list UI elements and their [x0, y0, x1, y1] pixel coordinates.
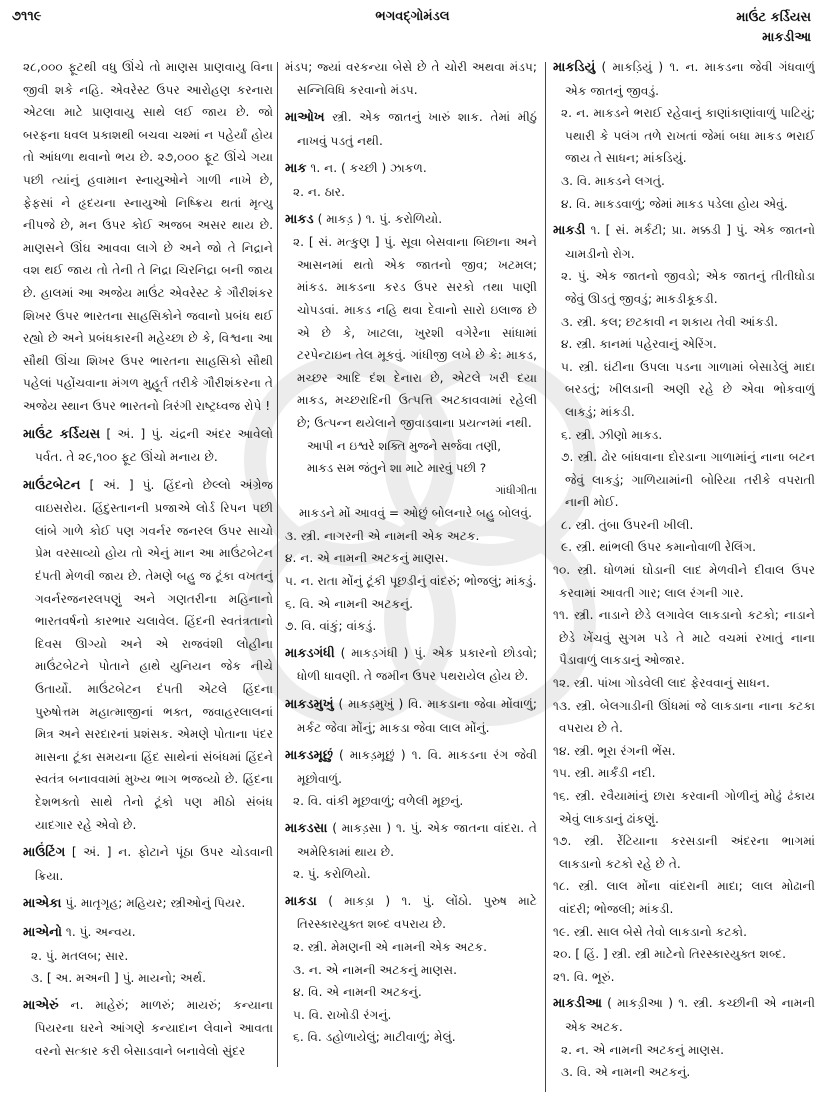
dictionary-entry — [285, 157, 537, 203]
dictionary-entry — [23, 474, 273, 837]
dictionary-entry — [285, 106, 537, 152]
sense: ૨. પું. એક જાતનો જીવડો; એક જાતનું તીતીઘોડા જેવું ઊડતું જીવડું; માકડીકૂકડી. — [561, 269, 815, 306]
headword: માકડસા — [285, 821, 328, 836]
definition: ( માકડ઼મુખું ) વિ. માકડાના જેવા મોંવાળું; મર્કટ જેવા મોંનું; માકડા જેવા લાલ મોંનું. — [297, 697, 537, 735]
definition: [ અં. ] પું. હિંદનો છેલ્લો અંગ્રેજ વાઇસરોય. હિંદુસ્તાનની પ્રજાએ લોર્ડ રિપન પછી લાંબે ગાળે કોઈ પણ ગવર્નર જનરલ ઉપર સાચો પ્રેમ વરસાવ્યો હોય તો એનું માન આ માઉંટબેટન દંપતી મેળવી જાય છે. તેમણે બહુ જ ટૂંકા વખતનું ગવર્નરજનરલપણું અને ગણતરીના મહિનાનો ભારતવર્ષનો કારભાર ચલાવેલ. હિંદની સ્વતંત્રતાનો દિવસ ઊગ્યો અને એ રાજવંશી લોહીના માઉંટબેટને પોતાને હાથે યુનિયન જેક નીચે ઉતાર્યો. માઉંટબેટન દંપતી એટલે હિંદના પુરુષોત્તમ મહાત્માજીનાં ભક્ત, જવાહરલાલનાં મિત્ર અને સરદારનાં પ્રશંસક. એમણે પોતાના પંદર માસના ટૂંકા સમયના હિંદ સાથેનાં સંબંધમાં હિંદને સ્વતંત્ર બનાવવામાં મુખ્ય ભાગ ભજવ્યો છે. હિંદના દેશભક્તો સાથે તેનો ટૂંકો પણ મીઠો સંબંધ યાદગાર રહે એવો છે. — [35, 477, 273, 832]
dictionary-entry — [23, 423, 273, 469]
headword: માકડમૂછું — [285, 748, 333, 764]
sense: ૧૪. સ્ત્રી. ભૂરા રંગની ભેંસ. — [553, 743, 676, 758]
sense: ૨૧. વિ. ભૂરું. — [553, 969, 615, 984]
definition: [ અં. ] પું. ચંદ્રની અંદર આવેલો પર્વત. તે ૨૯,૧૦૦ ફૂટ ઊંચો મનાય છે. — [35, 426, 273, 465]
dictionary-entry — [23, 921, 273, 990]
dictionary-entry — [553, 219, 815, 988]
quote-line: આપી ન ઇશ્વરે શક્તિ મુજને સર્જવા તણી, — [307, 438, 501, 453]
sense: ૨. ન. ઠાર. — [293, 184, 345, 199]
headword: માકડી — [553, 223, 586, 239]
sense: ૨. ન. એ નામની અટકનું માણસ. — [561, 1042, 725, 1057]
sense: ૨. પું. કરોળિયો. — [293, 867, 371, 882]
continued-text: ૨૮,૦૦૦ ફૂટથી વધુ ઊંચે તો માણસ પ્રાણવાયુ વિના જીવી શકે નહિ. એવરેસ્ટ ઉપર આરોહણ કરનારા એટલા માટે પ્રાણવાયુ સાથે લઈ જાય છે. જો બરફના ધવલ પ્રકાશથી બચવા ચશ્માં ન પહેર્યાં હોય તો આંધળા થવાનો ભય છે. ૨૭,૦૦૦ ફૂટ ઊંચે ગયા પછી ત્યાંનું હવામાન સ્નાયુઓને ગાળી નાખે છે, ફેફસાં ને હૃદયના સ્નાયુઓ નિષ્ક્રિય થતાં મૃત્યુ નીપજે છે, મન ઉપર કોઈ અજબ અસર થાય છે. માણસને ઊંઘ આવવા લાગે છે અને જો તે નિદ્રાને વશ થઈ જાય તો તેની તે નિદ્રા ચિરનિદ્રા બની જાય છે. હાલમાં આ અજેય માઉંટ એવરેસ્ટ કે ગૌરીશંકર શિખર ઉપર ભારતના સાહસિકોને જવાનો પ્રબંધ થઈ રહ્યો છે અને પ્રબંધકારની મહેચ્છા છે કે, વિશ્વના આ સૌથી ઊંચા શિખર ઉપર ભારતના સાહસિકો સૌથી પહેલાં પહોંચવાના મંગળ મુહૂર્ત તરીકે ગૌરીશંકરના તે અજેય સ્થાન ઉપર ભારતનો ત્રિરંગી રાષ્ટ્રધ્વજ રોપે ! — [23, 60, 273, 413]
sense: ૩. ન. એ નામની અટકનું માણસ. — [293, 962, 458, 977]
headword: માઉંટ કર્ડિયસ — [23, 426, 101, 442]
continued-text: મંડપ; જ્યાં વરકન્યા બેસે છે તે ચોરી અથવા મંડપ; સન્નિવિધિ કરવાનો મંડપ. — [285, 60, 537, 97]
sense: ૬. વિ. એ નામની અટકનું. — [285, 596, 414, 611]
sense: ૧૭. સ્ત્રી. રેંટિયાના કરસડાની અંદરના ભાગમાં લાકડાનો કટકો રહે છે તે. — [553, 834, 815, 871]
definition: ( માકડ઼ગંધી ) પું. એક પ્રકારનો છોડવો; ધોળી ધાવણી. તે જમીન ઉપર પથરાયેલ હોય છે. — [297, 645, 537, 684]
definition: [ અં. ] ન. ફોટાને પૂંઠા ઉપર ચોડવાની ક્રિયા. — [35, 845, 273, 883]
definition: ન. માહેરું; માળરું; માયરું; કન્યાના પિયરના ઘરને આંગણે કન્યાદાન લેવાને આવતા વરનો સત્કાર કરી બેસાડવાને બનાવેલો સુંદર — [35, 997, 273, 1058]
headword: માઓખ — [285, 110, 325, 126]
headword: માકડ — [285, 211, 314, 227]
sense: ૫. સ્ત્રી. ઘંટીના ઉપલા પડના ગાળામાં બેસાડેલું માદા બરડતું; ખીલડાની અણી રહે છે એવા ભોકવાળું લાકડું; માંકડી. — [561, 359, 815, 419]
idiom: માકડને મોં આવવું = ઓછું બોલનારે બહુ બોલવું. — [299, 506, 532, 521]
sense: ૧૫. સ્ત્રી. માર્કંડી નદી. — [553, 766, 656, 781]
headword: માક — [285, 161, 307, 177]
headword: માકડીઆ — [553, 996, 602, 1012]
dictionary-entry — [553, 56, 815, 215]
sense: ૪. સ્ત્રી. કાનમાં પહેરવાનું એરિંગ. — [561, 337, 717, 352]
sense: ૨૦. [ હિં. ] સ્ત્રી. સ્ત્રી માટેનો તિરસ્કારયુક્ત શબ્દ. — [553, 947, 786, 962]
sense: ૩. વિ. માકડને લગતું. — [561, 173, 665, 188]
sense: ૭. વિ. વાંકું; વાંકડું. — [285, 619, 377, 634]
headword: માકડા — [285, 893, 317, 909]
definition: ( માકડ઼સા ) ૧. પું. એક જાતના વાંદરા. તે અમેરિકામાં થાય છે. — [297, 821, 537, 859]
sense: ૩. સ્ત્રી. કલ; છટકાવી ન શકાય તેવી આંકડી. — [561, 314, 778, 329]
sense: ૬. સ્ત્રી. ઝીણો માકડ. — [561, 427, 663, 442]
sense: ૫. વિ. રાખોડી રંગનું. — [293, 1007, 392, 1022]
dictionary-entry — [23, 841, 273, 887]
sense: ૩. [ અ. મઅની ] પું. માયનો; અર્થ. — [31, 971, 207, 986]
sense: ૨. સ્ત્રી. મેમણની એ નામની એક અટક. — [293, 939, 488, 954]
sense: ૩. વિ. એ નામની અટકનું. — [561, 1065, 691, 1080]
page-header — [0, 0, 825, 54]
guide-word-last: માકડીઆ — [762, 30, 811, 45]
dictionary-entry — [553, 992, 815, 1083]
headword: માઉંટબેટન — [23, 477, 81, 493]
dictionary-entry — [285, 208, 537, 638]
sense: ૫. ન. રાતા મોંનું ટૂંકી પૂછડીનું વાંદરું; ભોજલું; માંકડું. — [285, 574, 537, 589]
sense: ૧૨. સ્ત્રી. પાંખા ગોડવેલી લાદ ફેરવવાનું સાધન. — [553, 676, 770, 691]
sense: ૧૯. સ્ત્રી. સાલ બેસે તેવો લાકડાનો કટકો. — [553, 924, 747, 939]
dictionary-entry — [23, 892, 273, 916]
definition: ( માકડ઼િયું ) ૧. ન. માકડના જેવી ગંધવાળું એક જાતનું જીવડું. — [565, 60, 815, 98]
sense: ૯. સ્ત્રી. થાંભલી ઉપર કમાનોવાળી રેલિંગ. — [561, 540, 756, 555]
sense: ૪. ન. એ નામની અટકનું માણસ. — [285, 551, 449, 566]
sense: ૬. વિ. ડહોળાયેલું; માટીવાળું; મેલું. — [293, 1030, 456, 1045]
sense: ૭. સ્ત્રી. ઢોર બાંધવાના દોરડાના ગાળામાંનું નાના બટન જેવું લાકડું; ગાળિયામાંની બોરિયા તરીકે વપરાતી નાની મોઈ. — [561, 450, 815, 510]
definition: પું. માતૃગૃહ; મહિયર; સ્ત્રીઓનું પિયર. — [65, 896, 246, 911]
definition: સ્ત્રી. એક જાતનું ખારું શાક. તેમાં મીઠું નાખવું પડતું નથી. — [297, 110, 537, 148]
definition: ( માકડ઼ ) ૧. પું. કરોળિયો. — [317, 211, 443, 226]
dictionary-entry — [23, 994, 273, 1063]
quote-source: ગાંધીગીતા — [495, 483, 537, 497]
sense: ૧૬. સ્ત્રી. રવૈયામાંનું છારા કરવાની ગોળીનું મોઢું ઢંકાય એવું લાકડાનું ઢાંકણું. — [553, 789, 815, 826]
sense: ૨. [ સં. મત્કુણ ] પું. સૂવા બેસવાના બિછાના અને આસનમાં થતો એક જાતનો જીવ; ખટમલ; માંકડ. માકડના કરડ ઉપર સરકો તથા પાણી ચોપડવાં. માકડ નહિ થવા દેવાનો સારો ઇલાજ છે એ છે કે, ખાટલા, ખુરશી વગેરેના સાંધામાં ટરપેન્ટાઇન તેલ મૂકવું. ગાંધીજી લખે છે કે: માકડ, મચ્છર આદિ દંશ દેનારા છે, એટલે ખરી દયા માકડ, મચ્છરાદિની ઉત્પત્તિ અટકાવવામાં રહેલી છે; ઉત્પન્ન થયેલાને જીવાડવાના પ્રયત્નમાં નથી. — [293, 235, 537, 430]
headword: માઉંટિંગ — [23, 845, 66, 861]
sense: ૧૧. સ્ત્રી. નાડાને છેડે લગાવેલ લાકડાનો કટકો; નાડાને છેડે ખેંચવું સુગમ પડે તે માટે વચમાં રખાતું નાના પૈડાવાળું લાકડાનું ઓજાર. — [553, 608, 815, 668]
dictionary-entry — [285, 642, 537, 688]
column-divider — [277, 62, 278, 1067]
sense: ૧૦. સ્ત્રી. ધોળમાં ઘોડાની લાદ મેળવીને દીવાલ ઉપર કરવામાં આવતી ગાર; લાલ રંગની ગાર. — [553, 563, 815, 600]
dictionary-entry — [285, 744, 537, 813]
column-divider — [545, 62, 546, 1092]
sense: ૪. વિ. માકડવાળું; જેમાં માકડ પડેલા હોય એવું. — [561, 196, 788, 211]
column-1 — [23, 56, 273, 1096]
dictionary-entry — [285, 693, 537, 739]
running-title: ભગવદ્ગોમંડલ — [375, 9, 450, 24]
headword: માએરું — [23, 997, 59, 1013]
quote-line: માકડ સમ જંતુને શા માટે મારવું પછી ? — [307, 461, 487, 476]
definition: ૧. પું. અન્વય. — [65, 924, 136, 939]
sense: ૩. સ્ત્રી. નાગરની એ નામની એક અટક. — [285, 528, 480, 543]
guide-word-first: માઉંટ કર્ડિયસ — [736, 10, 811, 25]
headword: માકડિયું — [553, 60, 596, 75]
headword: માકડગંધી — [285, 645, 335, 661]
sense: ૧૩. સ્ત્રી. બેલગાડીની ઊંધમાં જે લાકડાના નાના કટકા વપરાય છે તે. — [553, 698, 815, 736]
column-3 — [553, 56, 815, 1096]
page-number: ૭૧૧૯ — [12, 9, 42, 24]
guide-words — [736, 8, 811, 48]
definition: ૧. [ સં. મર્કટી; પ્રા. મક્કડી ] પું. એક જાતનો ચામડીનો રોગ. — [565, 223, 815, 261]
definition: ( માકડ઼મૂછું ) ૧. વિ. માકડના રંગ જેવી મૂછોવાળું. — [297, 748, 537, 786]
dictionary-entry — [285, 890, 537, 1049]
sense: ૨. ન. માકડને ભરાઈ રહેવાનું કાણાંકાણાંવાળું પાટિયું; પથારી કે પલંગ તળે રાખતાં જેમાં બધા માકડ ભરાઈ જાય તે સાધન; માંકડિયું. — [561, 106, 815, 166]
sense: ૪. વિ. એ નામની અટકનું. — [293, 985, 422, 1000]
definition: ૧. ન. ( કચ્છી ) ઝાકળ. — [310, 161, 427, 176]
sense: ૧૮. સ્ત્રી. લાલ મોંના વાંદરાની માદા; લાલ મોઢાની વાંદરી; ભોજલી; માંકડી. — [553, 879, 815, 916]
headword: માકડમુખું — [285, 697, 334, 713]
sense: ૨. પું. મતલબ; સાર. — [31, 948, 129, 963]
sense: ૮. સ્ત્રી. તુંબા ઉપરની ખીલી. — [561, 517, 694, 532]
definition: ( માકડ઼ીઆ ) ૧. સ્ત્રી. કચ્છીની એ નામની એક અટક. — [565, 996, 815, 1034]
headword: માએનો — [23, 924, 63, 940]
sense: ૨. વિ. વાંકી મૂછવાળું; વળેલી મૂછનું. — [293, 794, 464, 809]
column-2 — [285, 56, 537, 1096]
definition: ( માકડ઼ા ) ૧. પું. લોંઠો. પુરુષ માટે તિરસ્કારયુક્ત શબ્દ વપરાય છે. — [297, 893, 537, 932]
headword: માએકા — [23, 896, 62, 912]
dictionary-entry — [285, 817, 537, 886]
